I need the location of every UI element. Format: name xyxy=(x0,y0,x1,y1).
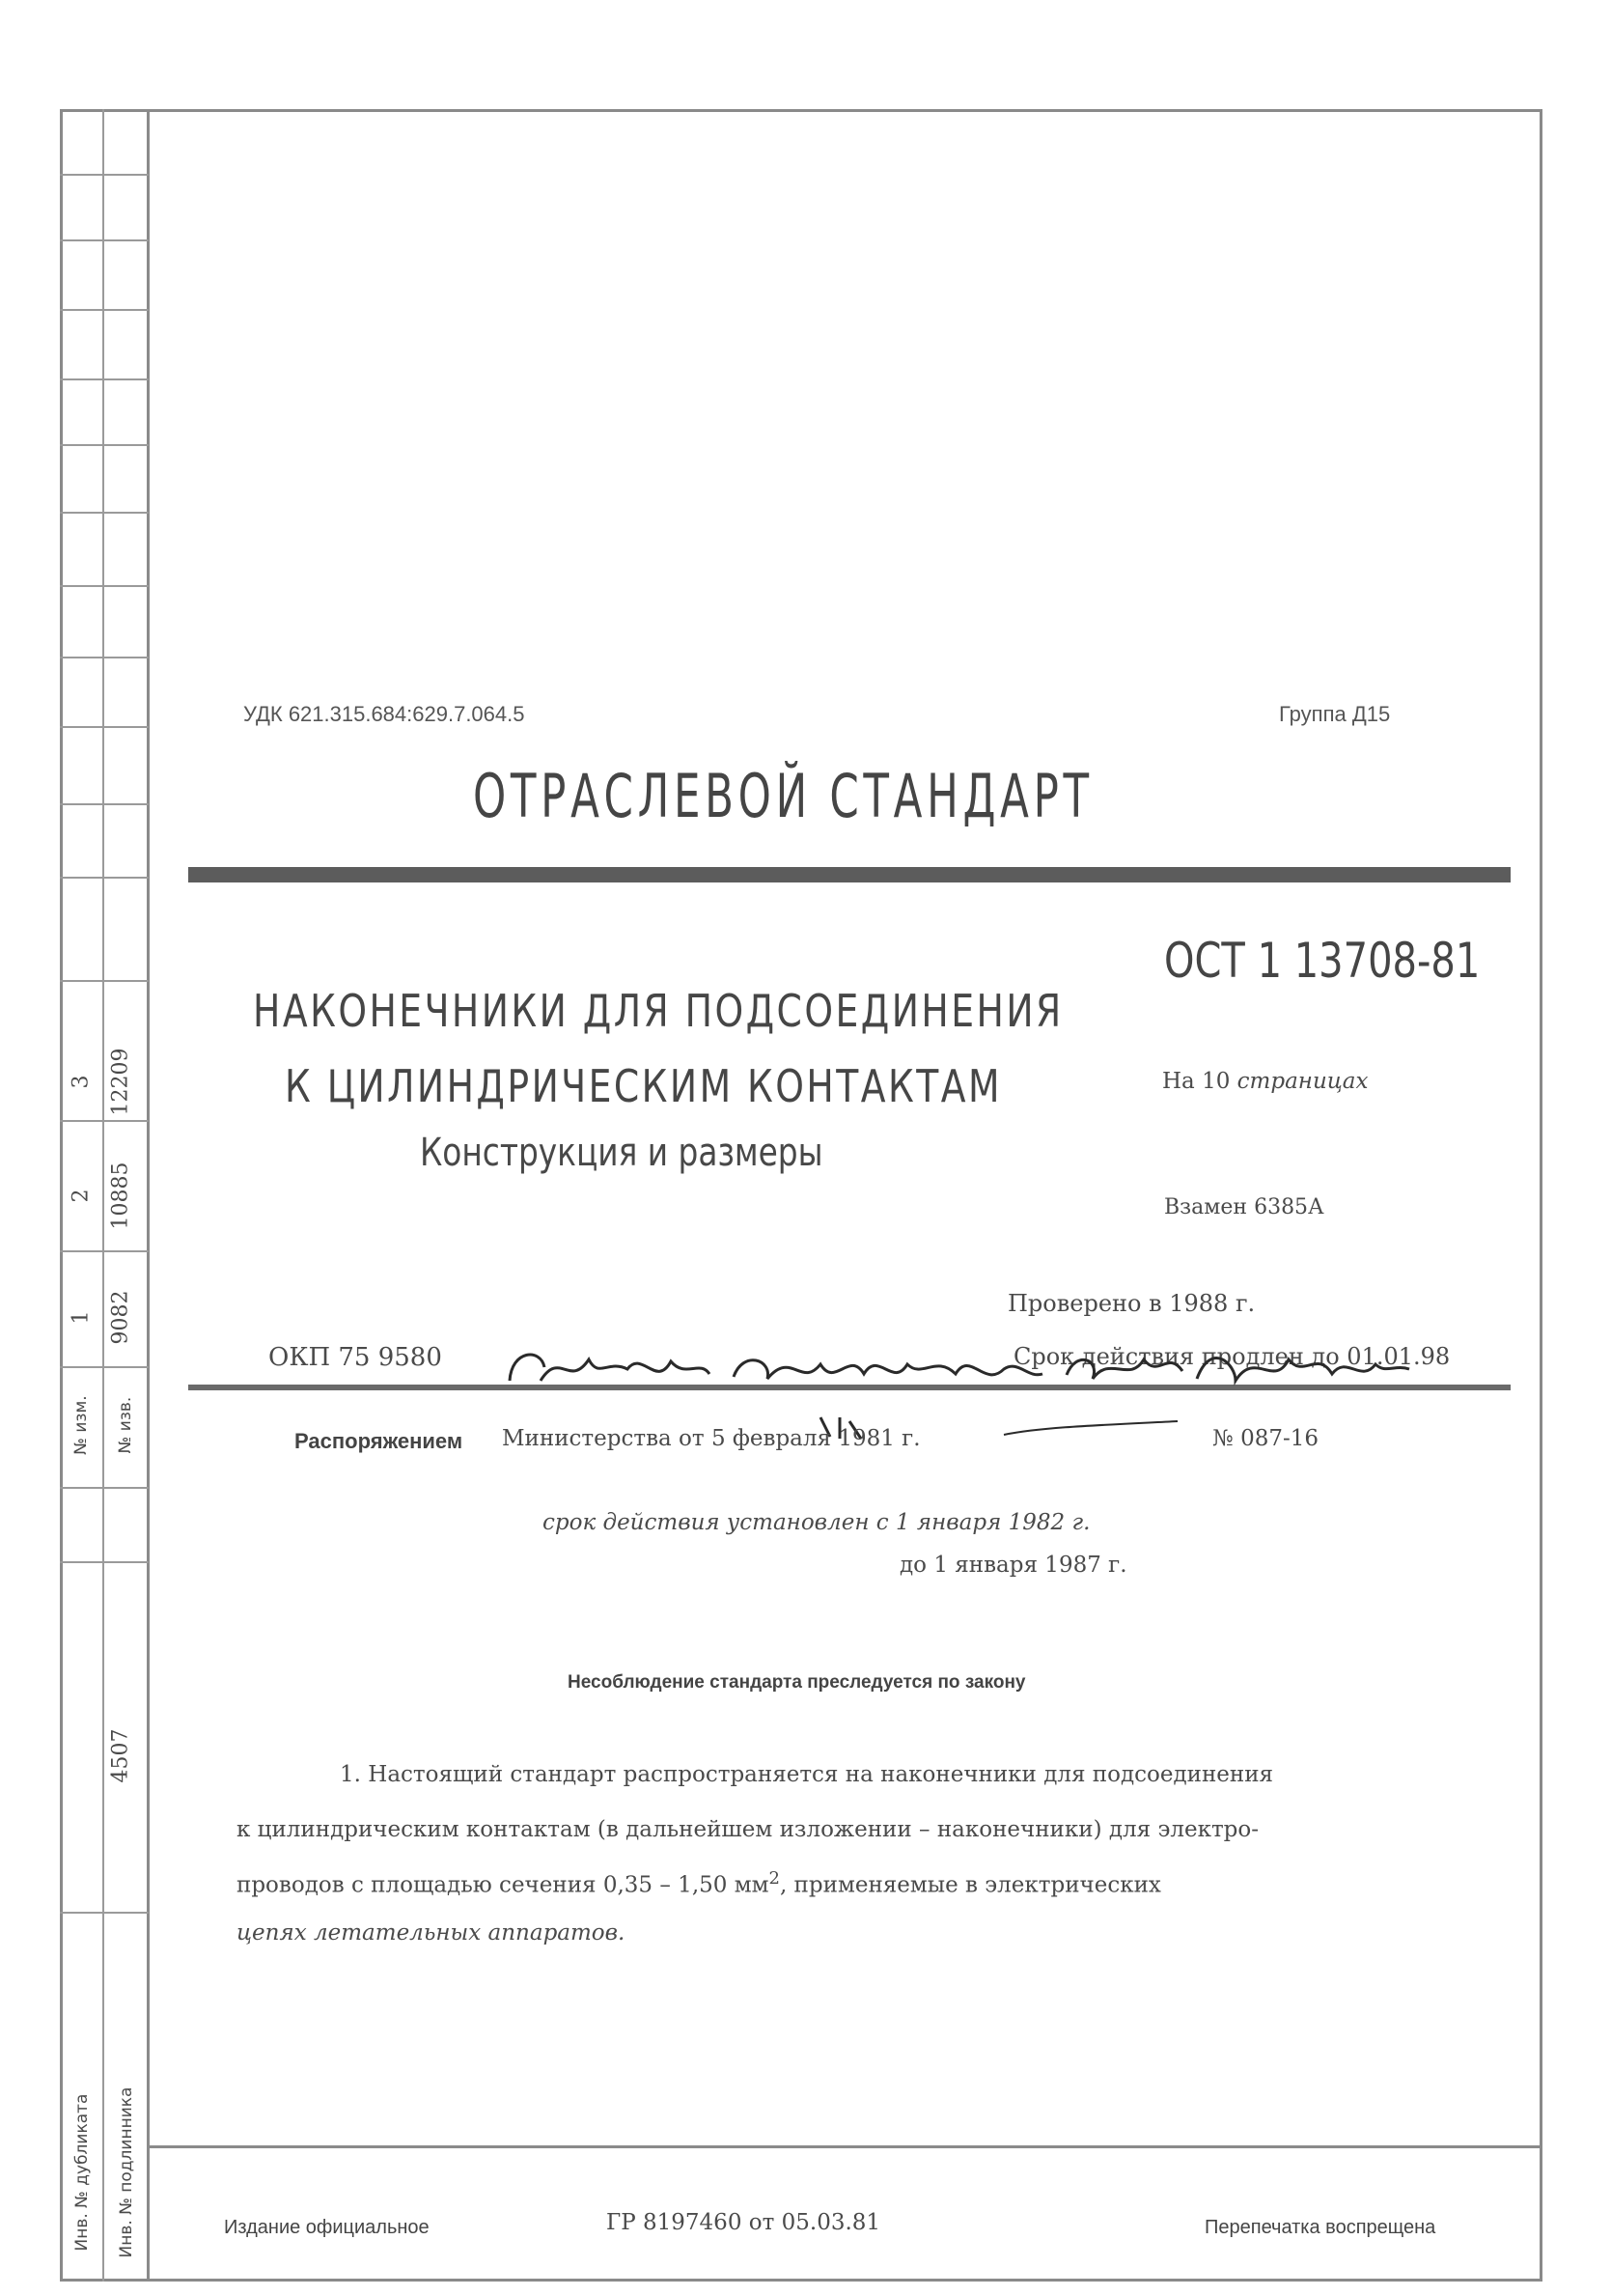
order-ministry: Министерства от 5 февраля 1981 г. xyxy=(502,1426,921,1451)
side-grid-line xyxy=(60,1250,149,1252)
side-grid-line xyxy=(60,1912,149,1914)
prolongation-note: Срок действия продлен до 01.01.98 xyxy=(1014,1343,1451,1370)
validity-to: до 1 января 1987 г. xyxy=(900,1553,1127,1578)
side-grid-line xyxy=(60,512,149,514)
replaces-note: Взамен 6385А xyxy=(1164,1195,1324,1219)
reprint-notice: Перепечатка воспрещена xyxy=(1205,2217,1436,2238)
standard-subtitle: Конструкция и размеры xyxy=(420,1131,823,1175)
side-grid-line xyxy=(60,1366,149,1368)
side-grid-line xyxy=(60,1120,149,1122)
standard-code: ОСТ 1 13708-81 xyxy=(1164,933,1481,989)
page-count-prefix: На 10 xyxy=(1162,1069,1231,1094)
frame-inner-border xyxy=(147,109,150,2282)
order-label: Распоряжением xyxy=(294,1429,463,1453)
side-grid-line xyxy=(60,309,149,311)
side-grid-line xyxy=(60,174,149,176)
paragraph-line xyxy=(236,1868,1161,1898)
udk-code: УДК 621.315.684:629.7.064.5 xyxy=(243,702,525,726)
side-grid-line xyxy=(60,980,149,982)
paragraph-line: цепях летательных аппаратов. xyxy=(236,1920,625,1946)
validity-from: срок действия установлен с 1 января 1982 г. xyxy=(542,1510,1091,1535)
side-grid-line xyxy=(60,239,149,241)
footer-divider xyxy=(147,2145,1542,2148)
legal-notice: Несоблюдение стандарта преследуется по закону xyxy=(568,1672,1026,1693)
standard-name-line1: НАКОНЕЧНИКИ ДЛЯ ПОДСОЕДИНЕНИЯ xyxy=(253,985,1064,1037)
revision-number: 1 xyxy=(69,1310,94,1325)
page-count-suffix: страницах xyxy=(1236,1069,1369,1094)
paragraph-line: к цилиндрическим контактам (в дальнейшем изложении – наконечники) для электро- xyxy=(236,1817,1260,1842)
superscript: 2 xyxy=(768,1868,780,1889)
title-divider xyxy=(188,867,1511,882)
group-code: Группа Д15 xyxy=(1279,702,1391,726)
okp-code: ОКП 75 9580 xyxy=(268,1343,442,1372)
side-grid-line xyxy=(60,1487,149,1489)
revision-number: 2 xyxy=(69,1189,94,1203)
edition-label: Издание официальное xyxy=(224,2217,430,2238)
side-grid-line xyxy=(60,726,149,728)
notice-number: 9082 xyxy=(108,1290,133,1345)
revision-label: № изм. xyxy=(71,1395,91,1455)
checked-note: Проверено в 1988 г. xyxy=(1008,1290,1256,1317)
side-grid-line xyxy=(60,585,149,587)
page-count xyxy=(1162,1069,1369,1094)
side-grid-line xyxy=(60,657,149,658)
paragraph-text: , применяемые в электрических xyxy=(779,1872,1161,1898)
inventory-number: 4507 xyxy=(108,1728,133,1783)
duplicate-inventory-label: Инв. № дубликата xyxy=(72,2093,92,2252)
order-number: № 087-16 xyxy=(1212,1426,1319,1451)
side-column-divider xyxy=(102,109,104,2282)
side-grid-line xyxy=(60,803,149,805)
side-grid-line xyxy=(60,444,149,446)
notice-number: 12209 xyxy=(108,1048,133,1116)
registration-number: ГР 8197460 от 05.03.81 xyxy=(606,2210,881,2235)
side-grid-line xyxy=(60,378,149,380)
side-grid-line xyxy=(60,1561,149,1563)
paragraph-line: 1. Настоящий стандарт распространяется на наконечники для подсоединения xyxy=(340,1762,1274,1787)
notice-number: 10885 xyxy=(108,1162,133,1230)
notice-label: № изв. xyxy=(116,1396,135,1454)
page-title: ОТРАСЛЕВОЙ СТАНДАРТ xyxy=(473,761,1094,831)
standard-name-line2: К ЦИЛИНДРИЧЕСКИМ КОНТАКТАМ xyxy=(285,1060,1003,1112)
revision-number: 3 xyxy=(69,1075,94,1089)
original-inventory-label: Инв. № подлинника xyxy=(117,2086,136,2258)
paragraph-text: проводов с площадью сечения 0,35 – 1,50 мм xyxy=(236,1872,769,1898)
side-grid-line xyxy=(60,877,149,879)
